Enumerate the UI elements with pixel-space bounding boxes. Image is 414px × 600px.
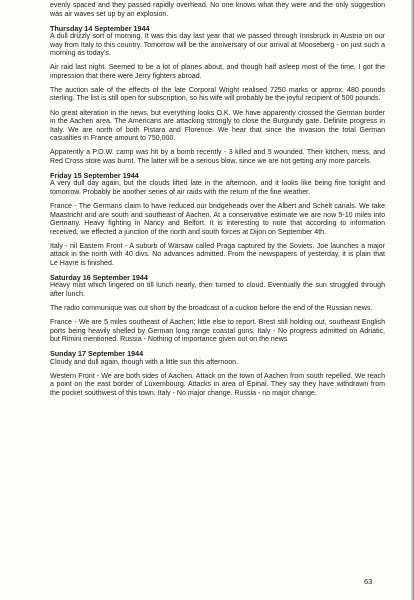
entry-paragraph: evenly spaced and they passed rapidly overhead. No one knows what they were and the only suggestion was air waves set up by an explosion.: [50, 2, 385, 18]
entry-paragraph: No great alteration in the news, but everything looks O.K. We have apparently crossed the German border in the Aachen area. The Americans are attacking strongly to close the Burgundy gate. Definite progress in Italy. We are north of both Pistara and Florence. We hear that since the invasion the total German casualties in France amount to 750,000.: [50, 109, 385, 143]
entry-date: Friday 15 September 1944: [50, 170, 139, 180]
entry-paragraph: France - The Germans claim to have reduced our bridgeheads over the Albert and Schelt canals. We take Maastricht and are south and southeast of Aachen. At a conservative estimate we are now 5-10 miles into Germany. Heavy fighting in Nancy and Belfort. It is interesting to note that according to information received, we effected a junction of the north and south forces at Dijon on September 4th.: [50, 202, 385, 236]
entry-paragraph: Italy - nil Eastern Front - A suburb of Warsaw called Praga captured by the Soviets. Joe launches a major attack in the north with 40 divs. No advances admitted. From the newspapers of yesterday, it is plain that Le Havre is finished.: [50, 242, 385, 267]
diary-page: [50, 2, 385, 404]
entry-paragraph: Heavy mist which lingered on till lunch nearly, then turned to cloud. Eventually the sun struggled through after lunch.: [50, 282, 385, 298]
entry-paragraph: Cloudy and dull again, though with a little sun this afternoon.: [50, 358, 239, 366]
entry-paragraph: A dull drizzly sort of morning. It was this day last year that we passed through Innsbruck in Austria on our way from Italy to this country. Tomorrow will be the anniversary of our arrival at Mooseberg - on just such a morning as today's.: [50, 33, 385, 58]
entry-paragraph: The auction sale of the effects of the late Corporal Wright realised 7250 marks or approx. 480 pounds sterling. The list is still open for subscription, so his wife will probably be the joyful recipient of 500 pounds.: [50, 86, 385, 103]
entry-date: Sunday 17 September 1944: [50, 349, 144, 359]
entry-paragraph: The radio communique was cut short by the broadcast of a cuckoo before the end of the Russian news.: [50, 305, 373, 312]
entry-paragraph: Apparently a P.O.W. camp was hit by a bomb recently - 3 killed and 5 wounded. Their kitchen, mess, and Red Cross store was burnt. The latter will be a serious blow, since we are not getting any more parcels.: [50, 149, 385, 165]
entry-paragraph: Western Front - We are both sides of Aachen. Attack on the town of Aachen from south repelled. We reach a point on the east border of Luxembourg. Attacks in area of Epinal. They say they have withdrawn from the pocket southwest of this town. Italy - No major change. Russia - no major change.: [50, 372, 385, 397]
entry-date: Thursday 14 September 1944: [50, 23, 150, 33]
entry-paragraph: France - We are 5 miles southeast of Aachen; little else to report. Brest still holding out, southeast English ports being heavily shelled by German long range coastal guns. Italy - No progress admitted on Adriatic, but Rimini mentioned. Russia - Nothing of importance given out on the news: [50, 319, 385, 344]
entry-paragraph: A very dull day again, but the clouds lifted late in the afternoon, and it looks like being fine tonight and tomorrow. Probably be another series of air raids with the return of the fine weather.: [50, 180, 385, 196]
page-number: 63: [364, 577, 373, 586]
entry-date: Saturday 16 September 1944: [50, 272, 148, 282]
entry-paragraph: Air raid last night. Seemed to be a lot of planes about, and though half asleep most of the time, I got the impression that there were Jerry fighters abroad.: [50, 64, 385, 80]
